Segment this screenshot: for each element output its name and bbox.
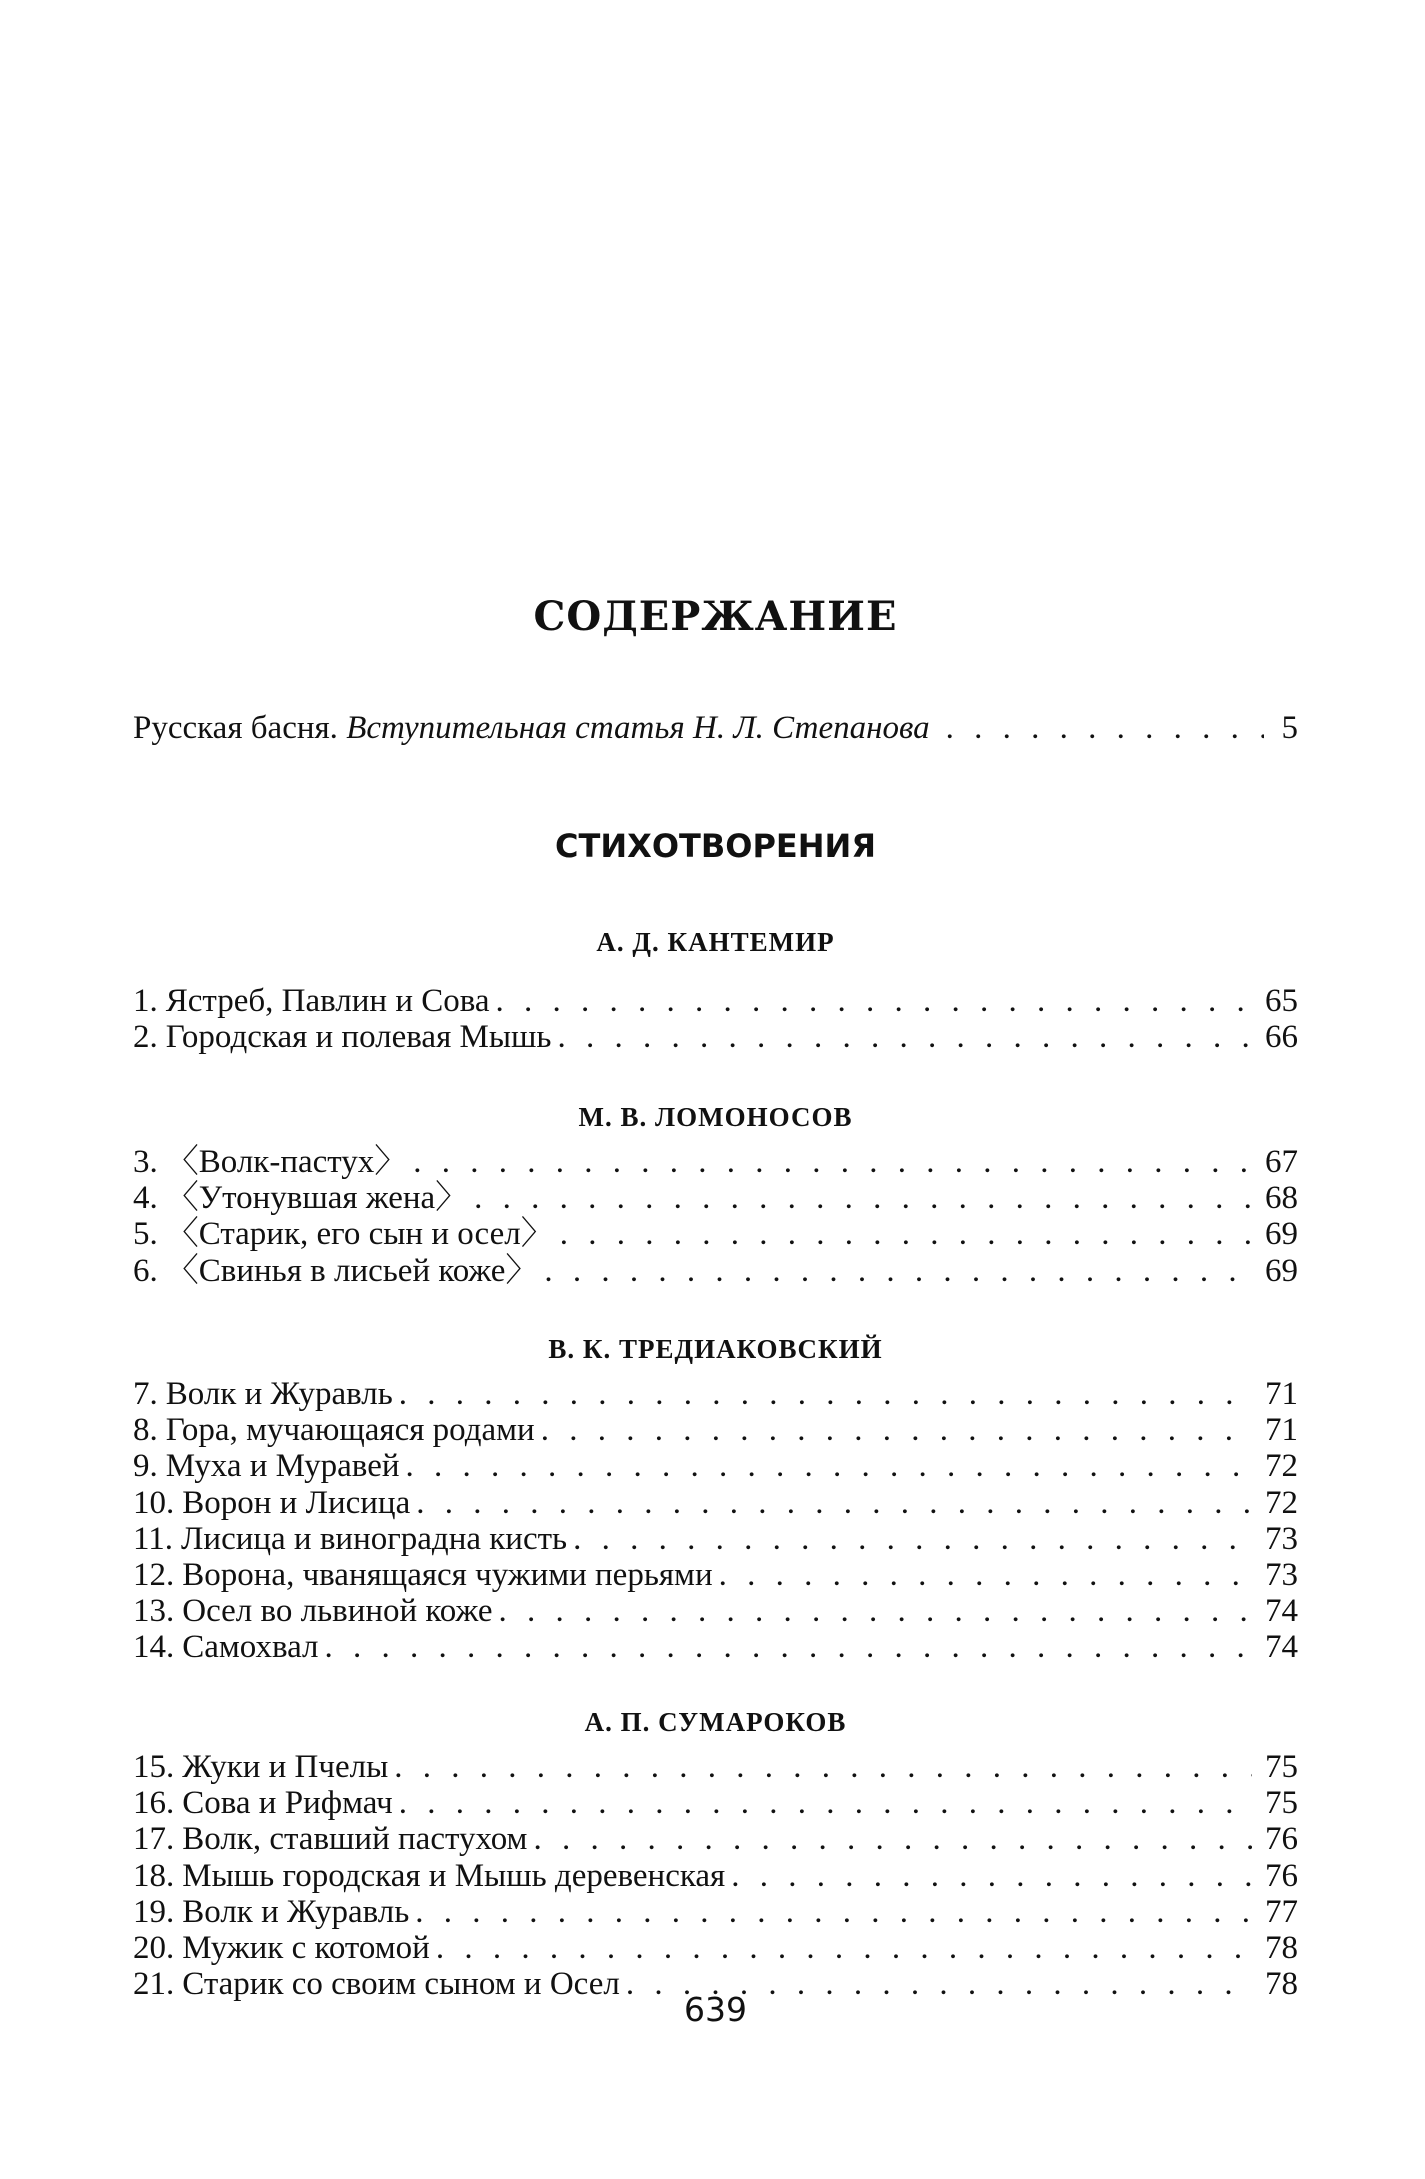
entry-number: 4. — [133, 1180, 158, 1217]
entry-title: Муха и Муравей — [165, 1448, 400, 1485]
page-number: 72 — [1265, 1448, 1298, 1485]
leader-dots — [496, 983, 1252, 1019]
leader-dots — [557, 1019, 1252, 1055]
entry-title: 〈Свинья в лисьей коже〉 — [165, 1252, 539, 1289]
entry-number: 2. — [133, 1019, 158, 1056]
entry-number: 21. — [133, 1966, 175, 2003]
toc-entry — [133, 1412, 1298, 1448]
leader-dots — [541, 1412, 1252, 1448]
leader-dots — [399, 1376, 1252, 1412]
toc-entry — [133, 1448, 1298, 1484]
leader-dots — [946, 710, 1264, 746]
page-number: 67 — [1265, 1144, 1298, 1180]
entry-title: Самохвал — [182, 1629, 319, 1666]
page-number: 75 — [1265, 1749, 1298, 1785]
entry-number: 19. — [133, 1893, 175, 1930]
author-entries — [133, 1376, 1298, 1666]
entry-title: Сова и Рифмач — [182, 1785, 393, 1822]
toc-entry — [133, 1019, 1298, 1055]
entry-number: 6. — [133, 1252, 158, 1289]
entry-number: 9. — [133, 1448, 158, 1485]
leader-dots — [416, 1485, 1252, 1521]
author-entries — [133, 1749, 1298, 2002]
entry-title: Волк и Журавль — [182, 1893, 410, 1930]
entry-number: 10. — [133, 1484, 175, 1521]
page-number: 71 — [1265, 1376, 1298, 1412]
author-heading: М. В. ЛОМОНОСОВ — [578, 1102, 853, 1132]
entry-number: 16. — [133, 1785, 175, 1822]
entry-title: Ворон и Лисица — [182, 1484, 411, 1521]
intro-text-regular: Русская басня. — [133, 710, 347, 746]
page-number: 75 — [1265, 1785, 1298, 1822]
toc-entry — [133, 1216, 1298, 1252]
toc-entry — [133, 1376, 1298, 1412]
leader-dots — [731, 1858, 1252, 1894]
toc-entry — [133, 1749, 1298, 1785]
folio-page-number: 639 — [684, 1990, 747, 2029]
page-title: СОДЕРЖАНИЕ — [533, 593, 898, 640]
leader-dots — [413, 1144, 1252, 1180]
leader-dots — [436, 1930, 1252, 1966]
entry-number: 5. — [133, 1216, 158, 1253]
toc-entry — [133, 1144, 1298, 1180]
leader-dots — [415, 1894, 1252, 1930]
leader-dots — [406, 1448, 1252, 1484]
toc-entry — [133, 1858, 1298, 1894]
entry-number: 14. — [133, 1629, 175, 1666]
entry-number: 11. — [133, 1520, 174, 1557]
entry-title: Городская и полевая Мышь — [165, 1019, 552, 1056]
entry-title: Осел во львиной коже — [182, 1593, 493, 1630]
page-number: 65 — [1265, 983, 1298, 1019]
author-entries — [133, 983, 1298, 1055]
toc-entry — [133, 983, 1298, 1019]
leader-dots — [325, 1629, 1252, 1665]
section-title: СТИХОТВОРЕНИЯ — [555, 827, 876, 865]
page-number: 78 — [1265, 1929, 1298, 1966]
entry-number: 12. — [133, 1556, 175, 1593]
page-number: 76 — [1265, 1821, 1298, 1858]
entry-title: Мужик с котомой — [182, 1929, 430, 1966]
entry-title: 〈Утонувшая жена〉 — [165, 1180, 469, 1217]
toc-entry — [133, 1629, 1298, 1665]
page-number: 73 — [1265, 1520, 1298, 1557]
entry-number: 8. — [133, 1412, 158, 1449]
page-number: 66 — [1265, 1019, 1298, 1056]
toc-entry — [133, 1894, 1298, 1930]
entry-title: 〈Старик, его сын и осел〉 — [165, 1216, 554, 1253]
entry-title: Жуки и Пчелы — [182, 1749, 389, 1785]
page-number: 69 — [1265, 1216, 1298, 1253]
intro-entry — [133, 710, 1298, 746]
entry-title: Гора, мучающаяся родами — [165, 1412, 535, 1449]
page-number: 71 — [1265, 1412, 1298, 1449]
entry-title: Старик со своим сыном и Осел — [182, 1966, 620, 2003]
page-number: 69 — [1265, 1252, 1298, 1289]
entry-title: Волк и Журавль — [165, 1376, 393, 1412]
page-number: 76 — [1265, 1857, 1298, 1894]
author-heading: В. К. ТРЕДИАКОВСКИЙ — [548, 1334, 883, 1364]
leader-dots — [474, 1180, 1252, 1216]
toc-entry — [133, 1557, 1298, 1593]
leader-dots — [399, 1785, 1252, 1821]
page-number: 68 — [1265, 1180, 1298, 1217]
entry-number: 17. — [133, 1821, 175, 1858]
entry-title: Мышь городская и Мышь деревенская — [182, 1857, 726, 1894]
entry-title: 〈Волк-пастух〉 — [165, 1144, 408, 1180]
leader-dots — [544, 1253, 1252, 1289]
page-number: 74 — [1265, 1593, 1298, 1630]
page-number: 72 — [1265, 1484, 1298, 1521]
toc-entry — [133, 1253, 1298, 1289]
leader-dots — [719, 1557, 1252, 1593]
entry-number: 18. — [133, 1857, 175, 1894]
toc-entry — [133, 710, 1298, 746]
leader-dots — [560, 1216, 1252, 1252]
page-number: 78 — [1265, 1966, 1298, 2003]
entry-number: 3. — [133, 1144, 158, 1180]
intro-text-italic: Вступительная статья Н. Л. Степанова — [346, 710, 930, 746]
entry-title: Волк, ставший пастухом — [182, 1821, 528, 1858]
toc-entry — [133, 1593, 1298, 1629]
toc-entry — [133, 1785, 1298, 1821]
entry-title: Ястреб, Павлин и Сова — [165, 983, 490, 1019]
author-heading: А. Д. КАНТЕМИР — [596, 927, 835, 957]
toc-entry — [133, 1521, 1298, 1557]
entry-number: 1. — [133, 983, 158, 1019]
leader-dots — [573, 1521, 1252, 1557]
entry-number: 15. — [133, 1749, 175, 1785]
toc-entry — [133, 1930, 1298, 1966]
toc-entry — [133, 1821, 1298, 1857]
entry-number: 7. — [133, 1376, 158, 1412]
page-number: 74 — [1265, 1629, 1298, 1666]
leader-dots — [394, 1749, 1252, 1785]
page-number: 77 — [1265, 1893, 1298, 1930]
toc-entry — [133, 1180, 1298, 1216]
page-number: 5 — [1281, 710, 1298, 746]
entry-number: 13. — [133, 1593, 175, 1630]
leader-dots — [498, 1593, 1252, 1629]
leader-dots — [533, 1821, 1252, 1857]
entry-number: 20. — [133, 1929, 175, 1966]
page-number: 73 — [1265, 1556, 1298, 1593]
entry-title: Ворона, чванящаяся чужими перьями — [182, 1556, 713, 1593]
author-heading: А. П. СУМАРОКОВ — [584, 1707, 847, 1737]
author-entries — [133, 1144, 1298, 1289]
toc-entry — [133, 1485, 1298, 1521]
entry-title: Лисица и виноградна кисть — [181, 1520, 568, 1557]
